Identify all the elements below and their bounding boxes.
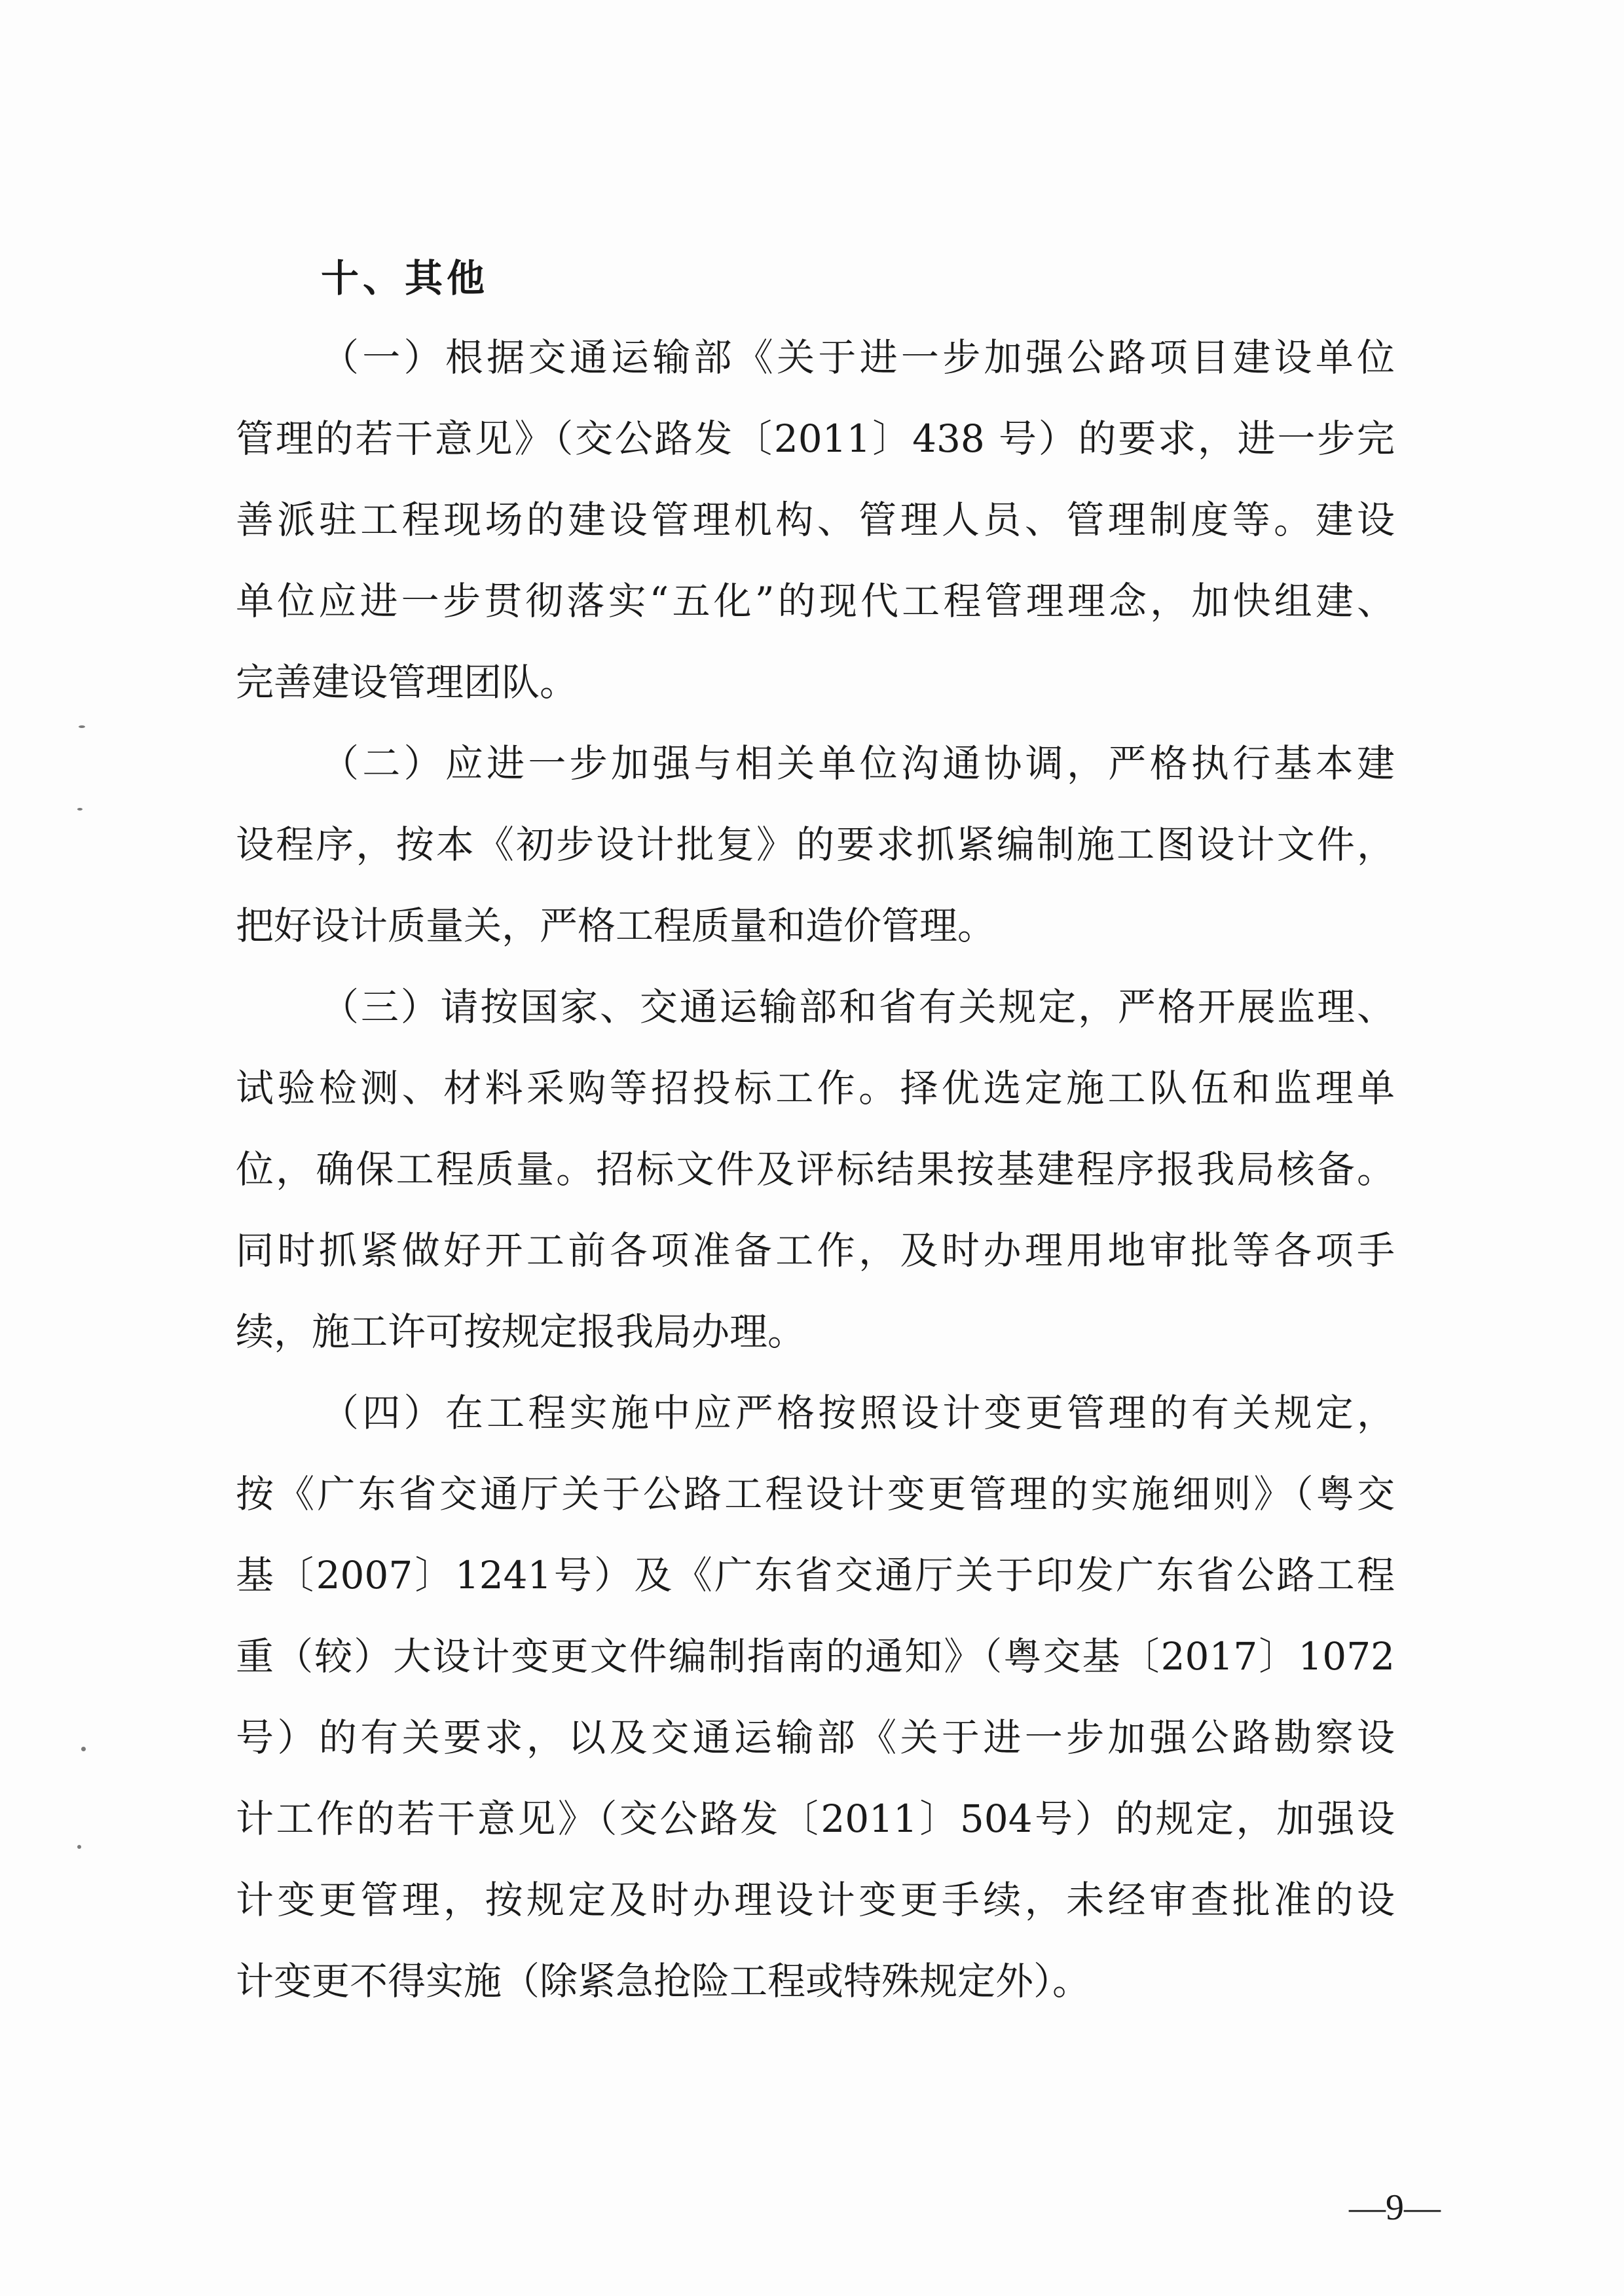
paragraph-line: 单位应进一步贯彻落实“五化”的现代工程管理理念，加快组建、 (236, 579, 1395, 623)
scan-speck (81, 1747, 86, 1751)
paragraph-line: （一）根据交通运输部《关于进一步加强公路项目建设单位 (321, 335, 1395, 380)
paragraph-line: 管理的若干意见》（交公路发〔2011〕438 号）的要求，进一步完 (236, 416, 1395, 461)
paragraph-line: （二）应进一步加强与相关单位沟通协调，严格执行基本建 (321, 741, 1395, 786)
paragraph-line: 试验检测、材料采购等招投标工作。择优选定施工队伍和监理单 (236, 1066, 1395, 1110)
paragraph-line: 同时抓紧做好开工前各项准备工作，及时办理用地审批等各项手 (236, 1228, 1395, 1273)
paragraph-line: 完善建设管理团队。 (236, 660, 578, 704)
scan-speck (79, 725, 85, 728)
paragraph-line: 按《广东省交通厅关于公路工程设计变更管理的实施细则》（粤交 (236, 1472, 1395, 1516)
paragraph-line: 号）的有关要求，以及交通运输部《关于进一步加强公路勘察设 (236, 1715, 1395, 1760)
scan-speck (77, 808, 83, 811)
paragraph-line: 计变更管理，按规定及时办理设计变更手续，未经审查批准的设 (236, 1878, 1395, 1922)
paragraph-line: 位，确保工程质量。招标文件及评标结果按基建程序报我局核备。 (236, 1147, 1395, 1192)
paragraph-line: 设程序，按本《初步设计批复》的要求抓紧编制施工图设计文件， (236, 822, 1395, 867)
paragraph-line: 计工作的若干意见》（交公路发〔2011〕504号）的规定，加强设 (236, 1796, 1395, 1841)
paragraph-line: 计变更不得实施（除紧急抢险工程或特殊规定外）。 (236, 1959, 1091, 2003)
paragraph-line: 基〔2007〕1241号）及《广东省交通厅关于印发广东省公路工程 (236, 1553, 1395, 1597)
paragraph-line: 把好设计质量关，严格工程质量和造价管理。 (236, 903, 996, 948)
scan-speck (77, 1845, 81, 1849)
paragraph-line: 续，施工许可按规定报我局办理。 (236, 1309, 806, 1354)
section-heading: 十、其他 (321, 256, 489, 301)
paragraph-line: 重（较）大设计变更文件编制指南的通知》（粤交基〔2017〕1072 (236, 1634, 1395, 1679)
page-number: —9— (1349, 2187, 1441, 2228)
paragraph-line: （四）在工程实施中应严格按照设计变更管理的有关规定， (321, 1391, 1395, 1435)
paragraph-line: 善派驻工程现场的建设管理机构、管理人员、管理制度等。建设 (236, 498, 1395, 542)
paragraph-line: （三）请按国家、交通运输部和省有关规定，严格开展监理、 (321, 985, 1395, 1029)
